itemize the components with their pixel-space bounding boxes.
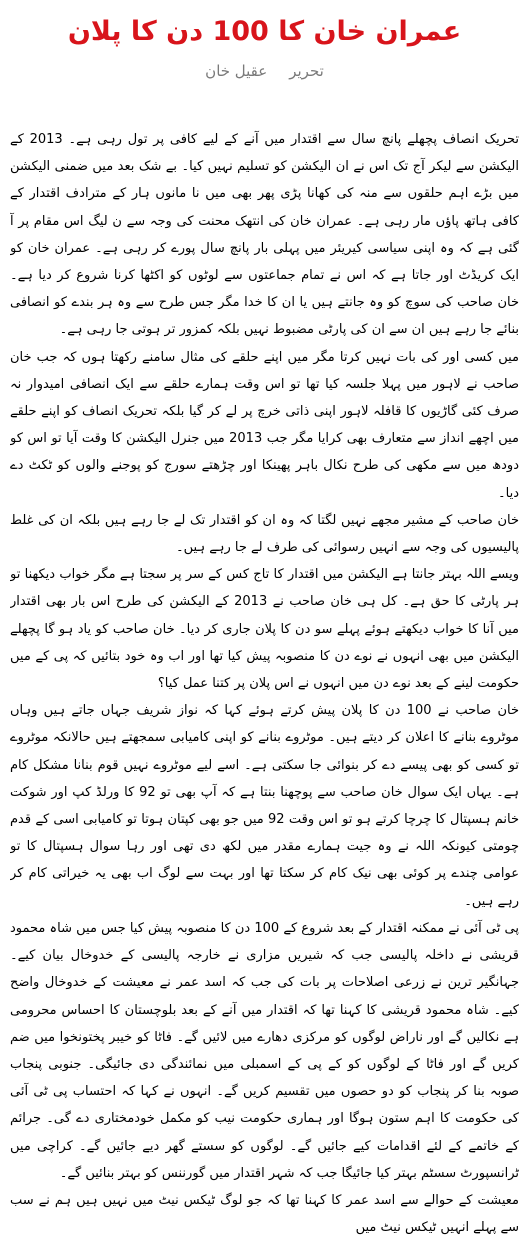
article-paragraph: پی ٹی آئی نے ممکنہ اقتدار کے بعد شروع کے 100 دن کا منصوبہ پیش کیا جس میں شاہ محمود قریشی نے داخلہ پالیسی جب کہ شیریں مزاری نے خارجہ پالیسی کے خدوخال بیان کیے۔ جہانگیر ترین نے زرعی اصلاحات پر بات کی جب کہ اسد عمر نے معیشت کے خدوخال واضح کیے۔ شاہ محمود قریشی کا کہنا تھا کہ اقتدار میں آنے کے بعد بلوچستان کا احساس محرومی ہے نکالیں گے اور ناراض لوگوں کو مرکزی دھارے میں لائیں گے۔ فاٹا کو خیبر پختونخوا میں ضم کریں گے اور فاٹا کے لوگوں کو کے پی کے اسمبلی میں نمائندگی دی جائیگی۔ جنوبی پنجاب صوبہ بنا کر پنجاب کو دو حصوں میں تقسیم کریں گے۔ انہوں نے کہا کہ احتساب پی ٹی آئی کی حکومت کا اہم ستون ہوگا اور ہماری حکومت نیب کو مکمل خودمختاری دے گی۔ جرائم کے خاتمے کے لئے اقدامات کیے جائیں گے۔ لوگوں کو سستے گھر دیے جائیں گے۔ کراچی میں ٹرانسپورٹ سسٹم بہتر کیا جائیگا جب کہ شہر اقتدار میں گورننس کو بہتر بنائیں گے۔ (10, 920, 519, 1181)
article-title: عمران خان کا 100 دن کا پلان (67, 16, 462, 47)
article-paragraph: خان صاحب نے 100 دن کا پلان پیش کرتے ہوئے کہا کہ نواز شریف جہاں جاتے ہیں وہاں موٹروے بنانے کا اعلان کر دیتے ہیں۔ موٹروے بنانے کو اپنی کامیابی سمجھتے ہیں حالانکہ موٹروے تو کسی کو بھی پیسے دے کر بنوائی جا سکتی ہے۔ اسے لیے موٹروے نہیں قوم بنانا مشکل کام ہے۔ یہاں ایک سوال خان صاحب سے پوچھنا بنتا ہے کہ آپ بھی تو 92 کا ورلڈ کپ اور شوکت خانم ہسپتال کا چرچا کرتے ہو تو اس وقت 92 میں جو بھی کپتان ہوتا تو کامیابی اسی کے قدم چومتی کیونکہ اللہ نے وہ جیت ہمارے مقدر میں لکھ دی تھی اور رہا سوال ہسپتال کا تو عوامی چندے پر کوئی بھی نیک کام کر سکتا تھا اور بہت سے لوگ اب بھی یہ خیراتی کام کر رہے ہیں۔ (10, 703, 519, 909)
article-paragraph: خان صاحب کے مشیر مجھے نہیں لگتا کہ وہ ان کو اقتدار تک لے جا رہے ہیں بلکہ ان کی غلط پالیسیوں کی وجہ سے انہیں رسوائی کی طرف لے جا رہے ہیں۔ (10, 512, 519, 556)
article-paragraph: ویسے اللہ بہتر جانتا ہے الیکشن میں اقتدار کا تاج کس کے سر پر سجتا ہے مگر خواب دیکھنا تو ہر پارٹی کا حق ہے۔ کل ہی خان صاحب نے 2013 کے الیکشن کی طرح اس بار بھی اقتدار میں آنا کا خواب دیکھتے ہوئے پہلے سو دن کا پلان جاری کر دیا۔ خان صاحب کو یاد ہو گا پچھلے الیکشن میں بھی انہوں نے نوے دن کا منصوبہ پیش کیا تھا اور اب وہ خود بتائیں کہ پی کے میں حکومت لینے کے بعد نوے دن میں انہوں نے اس پلان پر کتنا عمل کیا؟ (10, 567, 519, 692)
byline-label: تحریر (289, 62, 324, 80)
article-body (10, 126, 519, 1254)
author-name: عقیل خان (205, 62, 268, 80)
article-paragraph: معیشت کے حوالے سے اسد عمر کا کہنا تھا کہ جو لوگ ٹیکس نیٹ میں نہیں ہیں ہم نے سب سے پہلے انہیں ٹیکس نیٹ میں (10, 1192, 519, 1236)
byline (0, 56, 529, 86)
article-paragraph: میں کسی اور کی بات نہیں کرتا مگر میں اپنے حلقے کی مثال سامنے رکھتا ہوں کہ جب خان صاحب نے لاہور میں پہلا جلسہ کیا تھا تو اس وقت ہمارے حلقے سے ایک انصافی امیدوار نہ صرف کئی گاڑیوں کا قافلہ لاہور اپنی ذاتی خرچ پر لے کر گیا بلکہ تحریک انصاف کو اپنے حلقے میں اچھے انداز سے متعارف بھی کرایا مگر جب 2013 میں جنرل الیکشن کا وقت آیا تو اس کو دودھ میں سے مکھی کی طرح نکال باہر پھینکا اور چڑھتے سورج کو پوجنے والوں کو ٹکٹ دے دیا۔ (10, 349, 519, 501)
article-paragraph: تحریک انصاف پچھلے پانچ سال سے اقتدار میں آنے کے لیے کافی پر تول رہی ہے۔ 2013 کے الیکشن سے لیکر آج تک اس نے ان الیکشن کو تسلیم نہیں کیا۔ بے شک بعد میں ضمنی الیکشن میں بڑے اہم حلقوں سے منہ کی کھانا پڑی پھر بھی میں نا مانوں ہار کے مترادف اقتدار کے کافی ہاتھ پاؤں مار رہی ہے۔ عمران خان کی انتھک محنت کی وجہ سے ن لیگ اس مقام پر آ گئی ہے کہ وہ اپنی سیاسی کیریئر میں پہلی بار پانچ سال پورے کر رہی ہے۔ عمران خان کو ایک کریڈٹ اور جاتا ہے کہ اس نے تمام جماعتوں سے لوٹوں کو اکٹھا کرنا شروع کر دیا ہے۔ خان صاحب کی سوچ کو وہ جانتے ہیں یا ان کا خدا مگر جس طرح سے وہ ہر بندے کو انصافی بنائے جا رہے ہیں ان سے ان کی پارٹی مضبوط نہیں بلکہ کمزور تر ہوتی جا رہی ہے۔ (10, 132, 519, 338)
